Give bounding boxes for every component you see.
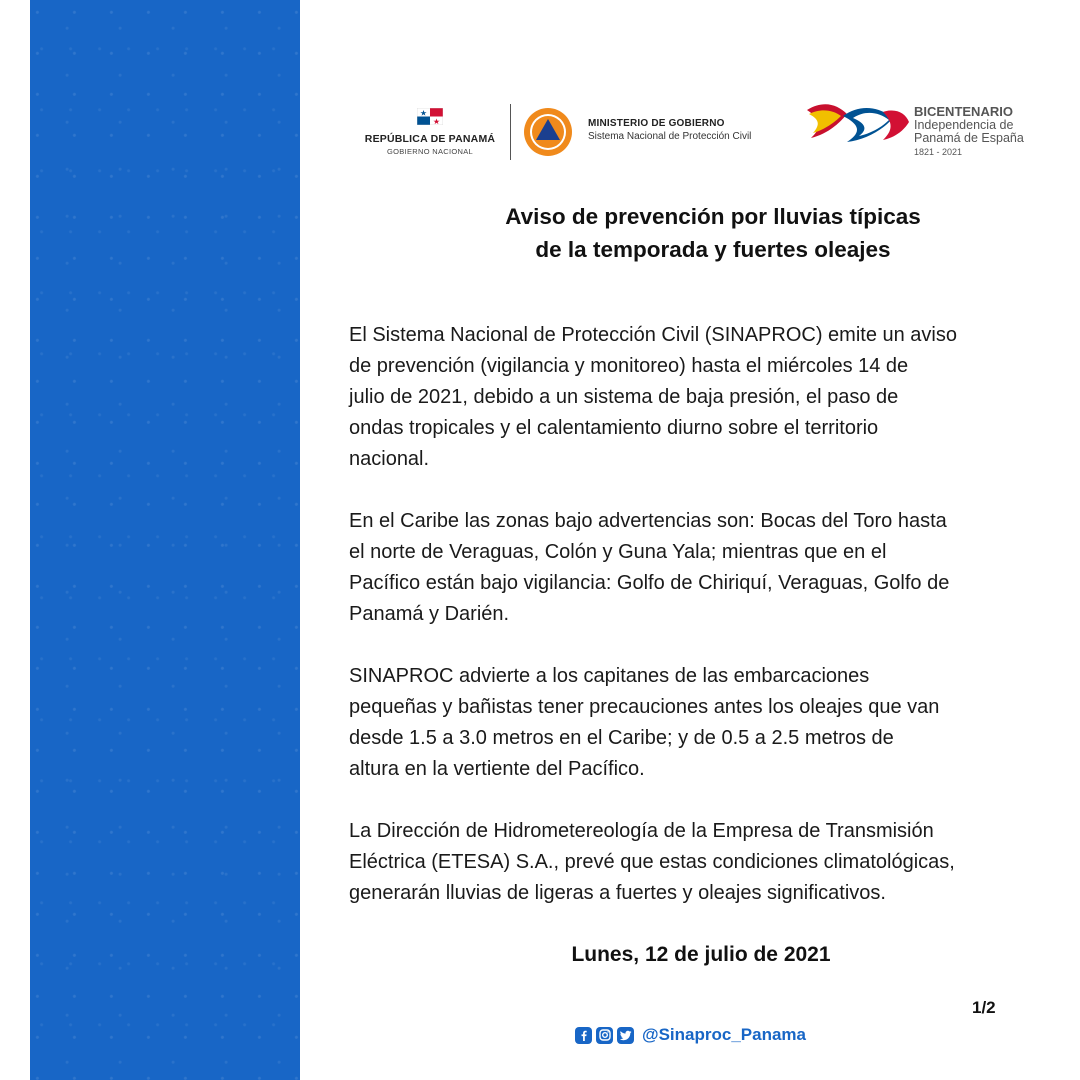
notice-date: Lunes, 12 de julio de 2021	[571, 943, 831, 966]
paragraph-line: ondas tropicales y el calentamiento diurno sobre el territorio	[349, 417, 879, 439]
paragraph-2	[349, 506, 1061, 630]
paragraph-line: En el Caribe las zonas bajo advertencias son: Bocas del Toro hasta	[349, 510, 947, 532]
paragraph-line: el norte de Veraguas, Colón y Guna Yala; mientras que en el	[349, 541, 887, 563]
header-logos	[360, 100, 1050, 168]
paragraph-line: desde 1.5 a 3.0 metros en el Caribe; y de 0.5 a 2.5 metros de	[349, 727, 894, 749]
paragraph-line: altura en la vertiente del Pacífico.	[349, 758, 645, 780]
paragraph-4	[349, 816, 1061, 909]
facebook-icon[interactable]	[575, 1027, 592, 1044]
bicentennial-line-2: Panamá de España	[914, 130, 1024, 145]
bicentennial-ribbon-icon	[803, 100, 913, 148]
paragraph-line: nacional.	[349, 448, 430, 470]
paragraph-line: Eléctrica (ETESA) S.A., prevé que estas condiciones climatológicas,	[349, 851, 955, 873]
bicentennial-years: 1821 - 2021	[914, 146, 963, 157]
paragraph-line: julio de 2021, debido a un sistema de baja presión, el paso de	[349, 386, 899, 408]
paragraph-line: La Dirección de Hidrometereología de la Empresa de Transmisión	[349, 820, 934, 842]
paragraph-line: generarán lluvias de ligeras a fuertes y oleajes significativos.	[349, 882, 886, 904]
ministry-subtitle: Sistema Nacional de Protección Civil	[588, 131, 752, 142]
paragraph-line: Pacífico están bajo vigilancia: Golfo de Chiriquí, Veraguas, Golfo de	[349, 572, 950, 594]
bicentennial-logo-text	[914, 105, 1024, 157]
government-logo	[360, 108, 500, 156]
government-subtitle: GOBIERNO NACIONAL	[387, 147, 473, 156]
notice-body	[349, 320, 1061, 940]
paragraph-1	[349, 320, 1061, 475]
government-name: REPÚBLICA DE PANAMÁ	[364, 133, 496, 145]
paragraph-line: pequeñas y bañistas tener precauciones antes los oleajes que van	[349, 696, 940, 718]
notice-title	[360, 200, 1066, 266]
paragraph-line: Panamá y Darién.	[349, 603, 510, 625]
bicentennial-line-1: Independencia de	[914, 117, 1014, 132]
paragraph-3	[349, 661, 1061, 785]
notice-title-line-2: de la temporada y fuertes oleajes	[535, 237, 891, 262]
paragraph-line: El Sistema Nacional de Protección Civil (SINAPROC) emite un aviso	[349, 324, 957, 346]
twitter-icon[interactable]	[617, 1027, 634, 1044]
instagram-icon[interactable]	[596, 1027, 613, 1044]
logo-divider	[510, 104, 511, 160]
paragraph-line: de prevención (vigilancia y monitoreo) hasta el miércoles 14 de	[349, 355, 909, 377]
social-footer	[575, 1023, 806, 1047]
ministry-logo-text	[588, 118, 751, 142]
panama-flag-icon	[417, 108, 443, 125]
decorative-side-band	[30, 0, 300, 1080]
paragraph-line: SINAPROC advierte a los capitanes de las embarcaciones	[349, 665, 870, 687]
page-indicator: 1/2	[972, 998, 996, 1017]
civil-protection-seal-icon	[523, 107, 573, 157]
ministry-name: MINISTERIO DE GOBIERNO	[588, 118, 725, 129]
notice-title-line-1: Aviso de prevención por lluvias típicas	[505, 204, 921, 229]
bicentennial-title: BICENTENARIO	[914, 104, 1013, 119]
social-handle[interactable]: @Sinaproc_Panama	[642, 1025, 806, 1044]
